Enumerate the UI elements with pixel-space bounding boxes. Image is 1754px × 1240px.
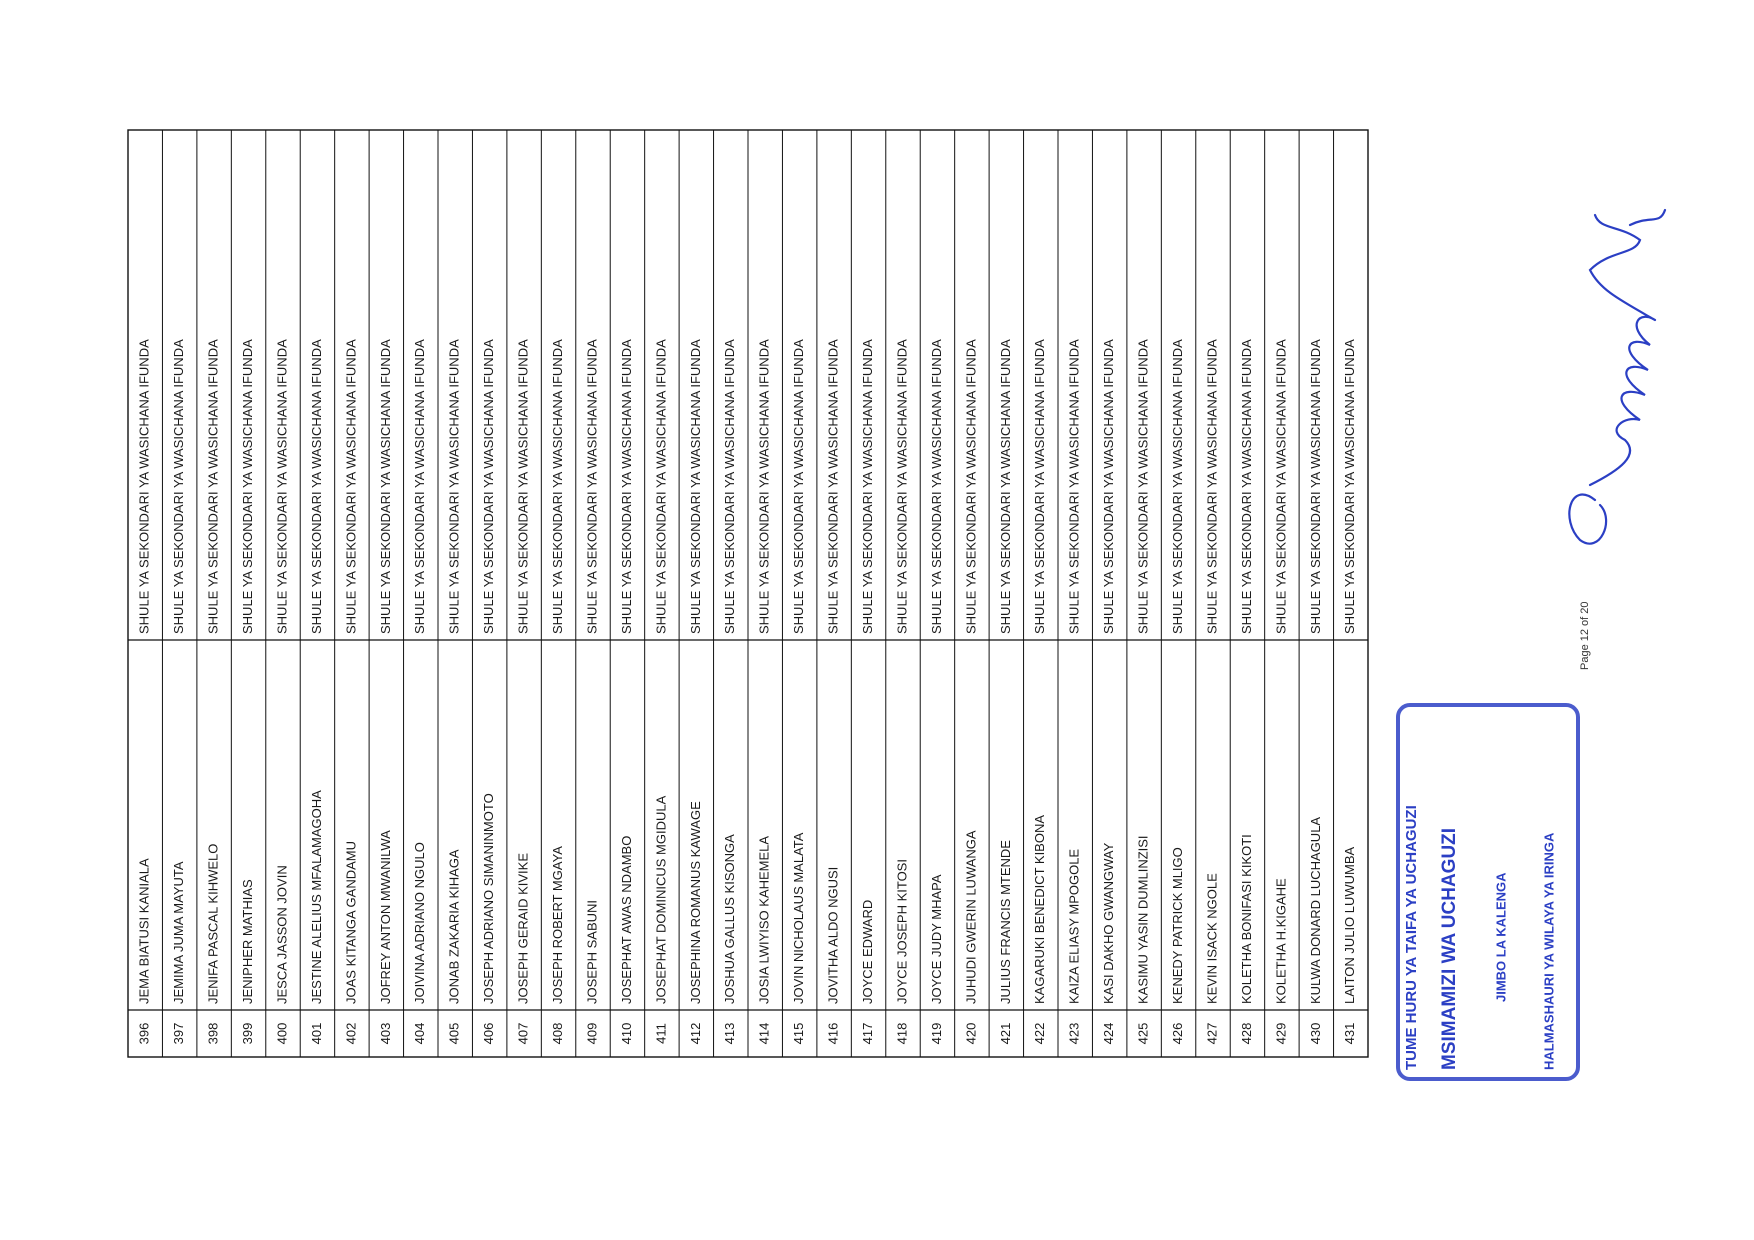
table-row — [1136, 339, 1151, 1044]
candidate-name: JUHUDI GWERIN LUWANGA — [963, 830, 979, 1004]
school-name: SHULE YA SEKONDARI YA WASICHANA IFUNDA — [274, 339, 290, 634]
row-number: 402 — [343, 1022, 359, 1045]
table-row — [412, 339, 427, 1044]
candidate-name: JOYCE JOSEPH KITOSI — [894, 859, 910, 1004]
candidate-name: JOSEPH ADRIANO SIMANINMOTO — [481, 793, 497, 1004]
row-number: 401 — [308, 1022, 324, 1045]
candidate-name: JENIPHER MATHIAS — [239, 879, 255, 1004]
school-name: SHULE YA SEKONDARI YA WASICHANA IFUNDA — [1307, 339, 1323, 634]
row-number: 409 — [584, 1022, 600, 1045]
table-row — [171, 339, 186, 1044]
row-number: 420 — [963, 1022, 979, 1045]
row-number: 408 — [549, 1022, 565, 1045]
table-row — [1032, 339, 1047, 1044]
table-row — [1273, 339, 1288, 1044]
candidate-name: JOYCE EDWARD — [859, 899, 875, 1004]
candidate-name: JOVITHA ALDO NGUSI — [825, 866, 841, 1004]
row-number: 411 — [653, 1023, 669, 1044]
school-name: SHULE YA SEKONDARI YA WASICHANA IFUNDA — [205, 339, 221, 634]
table-row — [240, 339, 255, 1044]
candidate-name: JOSEPHAT DOMINICUS MGIDULA — [653, 795, 669, 1004]
table-row — [343, 339, 358, 1044]
school-name: SHULE YA SEKONDARI YA WASICHANA IFUNDA — [171, 339, 187, 634]
row-number: 399 — [239, 1022, 255, 1045]
school-name: SHULE YA SEKONDARI YA WASICHANA IFUNDA — [515, 339, 531, 634]
table-row — [998, 339, 1013, 1044]
table-row — [481, 339, 496, 1044]
candidate-name: JOYCE JUDY MHAPA — [928, 874, 944, 1004]
table-row — [1067, 339, 1082, 1044]
table-row — [550, 339, 565, 1044]
school-name: SHULE YA SEKONDARI YA WASICHANA IFUNDA — [928, 339, 944, 634]
school-name: SHULE YA SEKONDARI YA WASICHANA IFUNDA — [963, 339, 979, 634]
table-row — [1308, 339, 1323, 1044]
row-number: 424 — [1101, 1022, 1117, 1045]
school-name: SHULE YA SEKONDARI YA WASICHANA IFUNDA — [859, 339, 875, 634]
school-name: SHULE YA SEKONDARI YA WASICHANA IFUNDA — [584, 339, 600, 634]
school-name: SHULE YA SEKONDARI YA WASICHANA IFUNDA — [1342, 339, 1358, 634]
table-row — [860, 339, 875, 1044]
candidate-name: LAITON JULIO LUWUMBA — [1342, 846, 1358, 1004]
school-name: SHULE YA SEKONDARI YA WASICHANA IFUNDA — [1204, 339, 1220, 634]
candidate-name: KOLETHA H.KIGAHE — [1273, 878, 1289, 1004]
school-name: SHULE YA SEKONDARI YA WASICHANA IFUNDA — [687, 339, 703, 634]
table-row — [757, 339, 772, 1044]
row-number: 422 — [1032, 1022, 1048, 1045]
table-row — [1204, 339, 1219, 1044]
table-row — [584, 339, 599, 1044]
row-number: 417 — [859, 1022, 875, 1045]
table-row — [309, 339, 324, 1044]
school-name: SHULE YA SEKONDARI YA WASICHANA IFUNDA — [1101, 339, 1117, 634]
school-name: SHULE YA SEKONDARI YA WASICHANA IFUNDA — [239, 339, 255, 634]
candidate-name: KASI DAKHO GWANGWAY — [1101, 842, 1117, 1004]
voter-table — [128, 130, 1368, 1057]
school-name: SHULE YA SEKONDARI YA WASICHANA IFUNDA — [756, 339, 772, 634]
candidate-name: JESTINE ALELIUS MFALAMAGOHA — [308, 790, 324, 1004]
row-number: 414 — [756, 1022, 772, 1045]
school-name: SHULE YA SEKONDARI YA WASICHANA IFUNDA — [1032, 339, 1048, 634]
row-number: 428 — [1238, 1022, 1254, 1045]
row-number: 406 — [481, 1022, 497, 1045]
row-number: 398 — [205, 1022, 221, 1045]
stamp-line2: MSIMAMIZI WA UCHAGUZI — [1439, 827, 1461, 1070]
candidate-name: KULWA DONARD LUCHAGULA — [1307, 816, 1323, 1004]
school-name: SHULE YA SEKONDARI YA WASICHANA IFUNDA — [1135, 339, 1151, 634]
official-stamp — [1398, 705, 1578, 1079]
candidate-name: KASIMU YASIN DUMLINZISI — [1135, 835, 1151, 1004]
table-row — [1239, 339, 1254, 1044]
table-row — [206, 339, 221, 1044]
row-number: 407 — [515, 1022, 531, 1045]
school-name: SHULE YA SEKONDARI YA WASICHANA IFUNDA — [894, 339, 910, 634]
table-row — [688, 339, 703, 1044]
row-number: 400 — [274, 1022, 290, 1045]
candidate-name: KAGARUKI BENEDICT KIBONA — [1032, 814, 1048, 1004]
candidate-name: KAIZA ELIASY MPOGOLE — [1066, 848, 1082, 1004]
table-row — [722, 339, 737, 1044]
school-name: SHULE YA SEKONDARI YA WASICHANA IFUNDA — [377, 339, 393, 634]
school-name: SHULE YA SEKONDARI YA WASICHANA IFUNDA — [825, 339, 841, 634]
stamp-line1: TUME HURU YA TAIFA YA UCHAGUZI — [1402, 805, 1420, 1070]
table-row — [1170, 339, 1185, 1044]
school-name: SHULE YA SEKONDARI YA WASICHANA IFUNDA — [343, 339, 359, 634]
row-number: 415 — [791, 1022, 807, 1045]
row-number: 413 — [722, 1022, 738, 1045]
candidate-name: JOSEPHAT AWAS NDAMBO — [618, 835, 634, 1004]
table-row — [447, 339, 462, 1044]
candidate-name: JOSIA LWIYISO KAHEMELA — [756, 835, 772, 1004]
candidate-name: JOFREY ANTON MWANILWA — [377, 830, 393, 1004]
row-number: 412 — [687, 1022, 703, 1045]
school-name: SHULE YA SEKONDARI YA WASICHANA IFUNDA — [791, 339, 807, 634]
table-row — [963, 339, 978, 1044]
school-name: SHULE YA SEKONDARI YA WASICHANA IFUNDA — [653, 339, 669, 634]
row-number: 427 — [1204, 1022, 1220, 1045]
table-row — [1101, 339, 1116, 1044]
candidate-name: KEVIN ISACK NGOLE — [1204, 873, 1220, 1004]
table-row — [929, 339, 944, 1044]
table-row — [791, 339, 806, 1044]
candidate-name: JEMIMA JUMA MAYUTA — [171, 861, 187, 1004]
row-number: 410 — [618, 1022, 634, 1045]
candidate-name: JOSEPH SABUNI — [584, 899, 600, 1004]
row-number: 404 — [412, 1022, 428, 1045]
stamp-line4: HALMASHAURI YA WILAYA YA IRINGA — [1541, 832, 1557, 1070]
candidate-name: JOSEPHINA ROMANUS KAWAGE — [687, 801, 703, 1004]
candidate-name: KENEDY PATRICK MLIGO — [1169, 847, 1185, 1004]
table-row — [1342, 339, 1357, 1044]
school-name: SHULE YA SEKONDARI YA WASICHANA IFUNDA — [1273, 339, 1289, 634]
stamp-line3: JIMBO LA KALENGA — [1493, 872, 1509, 1002]
school-name: SHULE YA SEKONDARI YA WASICHANA IFUNDA — [722, 339, 738, 634]
school-name: SHULE YA SEKONDARI YA WASICHANA IFUNDA — [308, 339, 324, 634]
candidate-name: JOAS KITANGA GANDAMU — [343, 840, 359, 1004]
candidate-name: JOSHUA GALLUS KISONGA — [722, 834, 738, 1004]
candidate-name: JULIUS FRANCIS MTENDE — [997, 840, 1013, 1004]
row-number: 419 — [928, 1022, 944, 1045]
candidate-name: JENIFA PASCAL KIHWELO — [205, 843, 221, 1004]
table-row — [137, 339, 152, 1044]
school-name: SHULE YA SEKONDARI YA WASICHANA IFUNDA — [1066, 339, 1082, 634]
table-row — [516, 339, 531, 1044]
candidate-name: JOSEPH GERAID KIVIKE — [515, 853, 531, 1004]
row-number: 426 — [1169, 1022, 1185, 1045]
candidate-name: KOLETHA BONIFASI KIKOTI — [1238, 834, 1254, 1004]
row-number: 431 — [1342, 1022, 1358, 1045]
row-number: 425 — [1135, 1022, 1151, 1045]
table-row — [378, 339, 393, 1044]
school-name: SHULE YA SEKONDARI YA WASICHANA IFUNDA — [446, 339, 462, 634]
candidate-name: JONAB ZAKARIA KIHAGA — [446, 849, 462, 1004]
school-name: SHULE YA SEKONDARI YA WASICHANA IFUNDA — [997, 339, 1013, 634]
school-name: SHULE YA SEKONDARI YA WASICHANA IFUNDA — [136, 339, 152, 634]
row-number: 430 — [1307, 1022, 1323, 1045]
row-number: 403 — [377, 1022, 393, 1045]
row-number: 423 — [1066, 1022, 1082, 1045]
row-number: 397 — [171, 1022, 187, 1045]
candidate-name: JOVIN NICHOLAUS MALATA — [791, 832, 807, 1004]
row-number: 416 — [825, 1022, 841, 1045]
school-name: SHULE YA SEKONDARI YA WASICHANA IFUNDA — [549, 339, 565, 634]
candidate-name: JESCA JASSON JOVIN — [274, 865, 290, 1004]
table-row — [894, 339, 909, 1044]
candidate-name: JEMA BIATUSI KANIALA — [136, 858, 152, 1004]
row-number: 418 — [894, 1022, 910, 1045]
row-number: 421 — [997, 1022, 1013, 1045]
signature — [1569, 210, 1665, 544]
table-row — [274, 339, 289, 1044]
school-name: SHULE YA SEKONDARI YA WASICHANA IFUNDA — [1238, 339, 1254, 634]
school-name: SHULE YA SEKONDARI YA WASICHANA IFUNDA — [1169, 339, 1185, 634]
candidate-name: JOSEPH ROBERT MGAYA — [549, 846, 565, 1004]
school-name: SHULE YA SEKONDARI YA WASICHANA IFUNDA — [412, 339, 428, 634]
table-row — [619, 339, 634, 1044]
row-number: 405 — [446, 1022, 462, 1045]
page-number: Page 12 of 20 — [1578, 601, 1591, 670]
school-name: SHULE YA SEKONDARI YA WASICHANA IFUNDA — [618, 339, 634, 634]
row-number: 429 — [1273, 1022, 1289, 1045]
school-name: SHULE YA SEKONDARI YA WASICHANA IFUNDA — [481, 339, 497, 634]
row-number: 396 — [136, 1022, 152, 1045]
candidate-name: JOIVINA ADRIANO NGULO — [412, 842, 428, 1004]
table-row — [826, 339, 841, 1044]
table-row — [653, 339, 668, 1044]
